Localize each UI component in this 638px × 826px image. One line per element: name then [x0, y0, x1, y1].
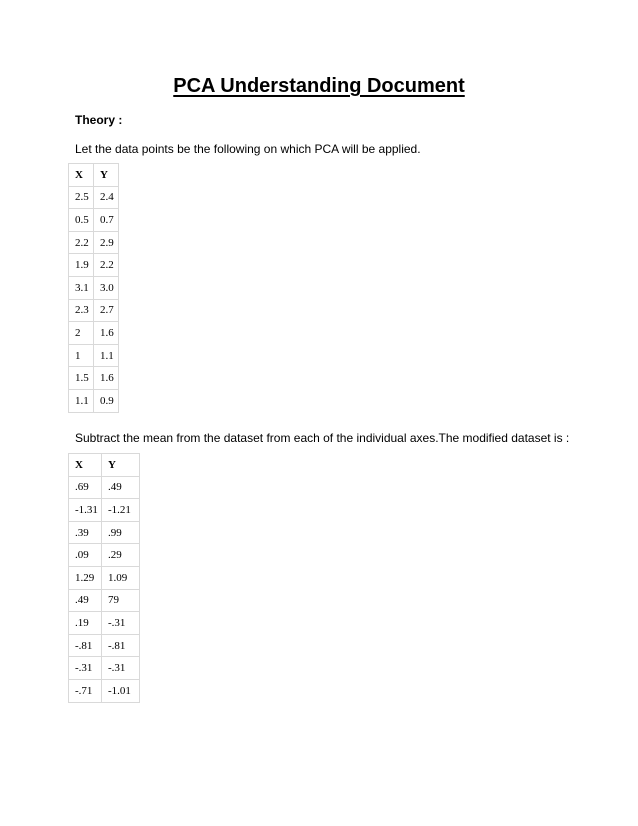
table-row: [69, 566, 140, 589]
table-row: [69, 344, 119, 367]
table-row: [69, 657, 140, 680]
cell-x: -.31: [69, 657, 102, 680]
cell-y: 1.6: [94, 367, 119, 390]
cell-x: .39: [69, 521, 102, 544]
cell-x: .69: [69, 476, 102, 499]
cell-x: 1.29: [69, 566, 102, 589]
cell-x: 1: [69, 344, 94, 367]
table-row: [69, 299, 119, 322]
table-row: [69, 476, 140, 499]
column-header-y: Y: [94, 164, 119, 187]
cell-x: 2.2: [69, 231, 94, 254]
table-row: [69, 389, 119, 412]
cell-x: 3.1: [69, 276, 94, 299]
cell-x: 2.3: [69, 299, 94, 322]
cell-x: -1.31: [69, 499, 102, 522]
table-row: [69, 612, 140, 635]
table-row: [69, 499, 140, 522]
mean-adjusted-data-table: [68, 453, 140, 703]
cell-y: 1.6: [94, 322, 119, 345]
cell-x: 2: [69, 322, 94, 345]
cell-y: 0.9: [94, 389, 119, 412]
cell-x: .09: [69, 544, 102, 567]
cell-y: 1.1: [94, 344, 119, 367]
cell-x: 2.5: [69, 186, 94, 209]
table-row: [69, 322, 119, 345]
table-row: [69, 231, 119, 254]
cell-x: .19: [69, 612, 102, 635]
cell-y: .99: [102, 521, 140, 544]
cell-y: -.81: [102, 634, 140, 657]
cell-y: -.31: [102, 657, 140, 680]
cell-y: -1.21: [102, 499, 140, 522]
cell-x: 1.9: [69, 254, 94, 277]
subtract-mean-paragraph: Subtract the mean from the dataset from each of the individual axes.The modified dataset is :: [75, 431, 570, 445]
cell-y: 2.7: [94, 299, 119, 322]
cell-x: 1.1: [69, 389, 94, 412]
table-row: [69, 367, 119, 390]
table-header-row: [69, 164, 119, 187]
table-row: [69, 254, 119, 277]
page-title: PCA Understanding Document: [173, 75, 465, 97]
cell-y: 2.4: [94, 186, 119, 209]
table-row: [69, 186, 119, 209]
cell-x: -.81: [69, 634, 102, 657]
column-header-x: X: [69, 454, 102, 477]
table-row: [69, 544, 140, 567]
column-header-x: X: [69, 164, 94, 187]
cell-x: -.71: [69, 679, 102, 702]
cell-x: 1.5: [69, 367, 94, 390]
table-row: [69, 634, 140, 657]
cell-y: -.31: [102, 612, 140, 635]
table-header-row: [69, 454, 140, 477]
table-row: [69, 679, 140, 702]
cell-y: 2.2: [94, 254, 119, 277]
table-row: [69, 209, 119, 232]
table-row: [69, 521, 140, 544]
cell-x: 0.5: [69, 209, 94, 232]
cell-y: .29: [102, 544, 140, 567]
original-data-table: [68, 163, 119, 413]
cell-y: 0.7: [94, 209, 119, 232]
cell-y: -1.01: [102, 679, 140, 702]
intro-paragraph: Let the data points be the following on which PCA will be applied.: [75, 142, 421, 156]
cell-x: .49: [69, 589, 102, 612]
table-row: [69, 589, 140, 612]
cell-y: 2.9: [94, 231, 119, 254]
cell-y: 1.09: [102, 566, 140, 589]
theory-heading: Theory :: [75, 113, 123, 127]
column-header-y: Y: [102, 454, 140, 477]
cell-y: 79: [102, 589, 140, 612]
cell-y: .49: [102, 476, 140, 499]
table-row: [69, 276, 119, 299]
cell-y: 3.0: [94, 276, 119, 299]
